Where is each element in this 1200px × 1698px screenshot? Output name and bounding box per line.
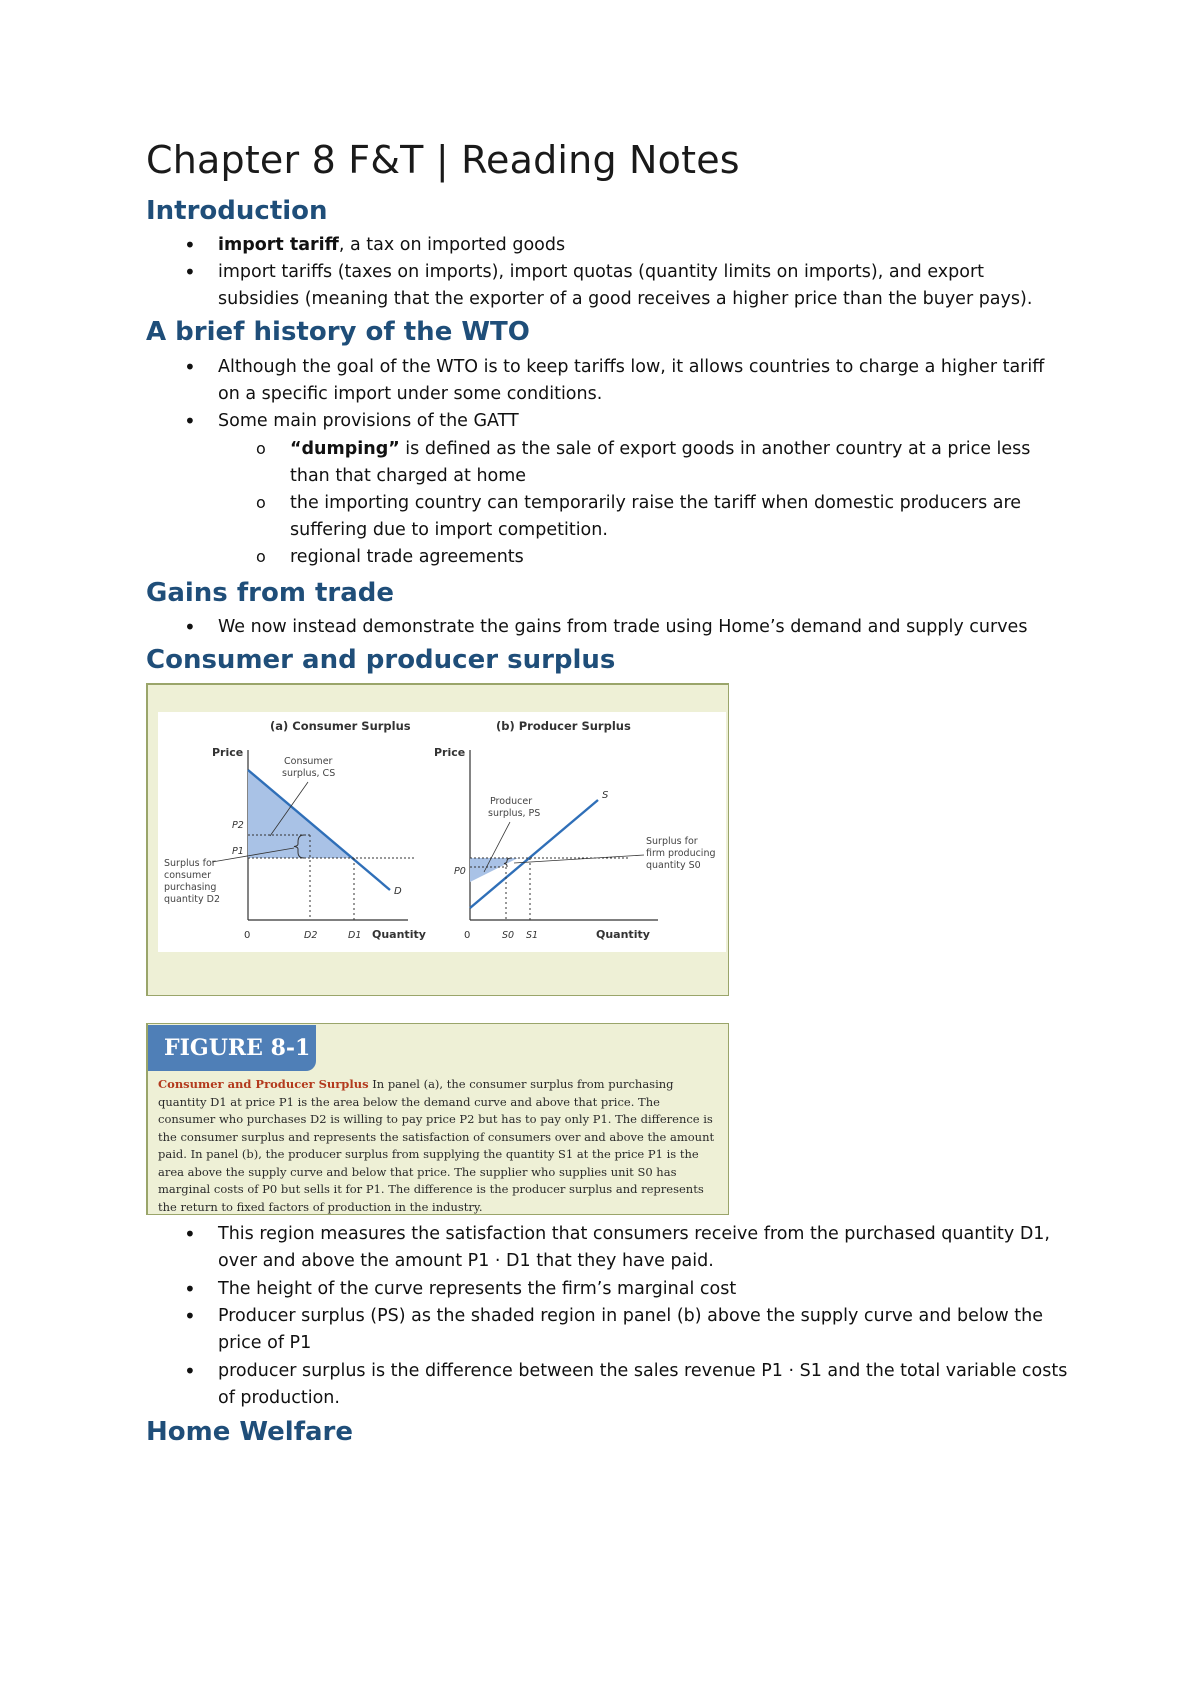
term-dumping: “dumping”	[290, 439, 400, 459]
demand-label: D	[394, 886, 402, 897]
panel-b-price-label: Price	[434, 746, 466, 759]
d2-label: D2	[304, 930, 318, 941]
cs-label-line2: surplus, CS	[282, 768, 336, 779]
ps-label-line2: surplus, PS	[488, 808, 541, 819]
list-item: • producer surplus is the difference between the sales revenue P1 · S1 and the total variable costs of production.	[218, 1358, 1068, 1412]
firm-note-pointer	[514, 855, 644, 863]
list-item: • The height of the curve represents the firm’s marginal cost	[218, 1276, 1068, 1303]
term-import-tariff: import tariff	[218, 235, 339, 255]
consumer-note-line2: consumer	[164, 870, 212, 881]
panel-a-price-label: Price	[212, 746, 244, 759]
panel-b-origin: 0	[464, 930, 471, 941]
p2-label: P2	[232, 820, 244, 831]
heading-home-welfare: Home Welfare	[146, 1417, 354, 1447]
panel-b-title: (b) Producer Surplus	[496, 719, 631, 733]
list-item: • We now instead demonstrate the gains from trade using Home’s demand and supply curves	[218, 614, 1068, 641]
surplus-diagram	[158, 712, 726, 952]
heading-introduction: Introduction	[146, 196, 328, 226]
panel-a-title: (a) Consumer Surplus	[270, 719, 411, 733]
s0-label: S0	[502, 930, 515, 941]
consumer-note-line4: quantity D2	[164, 894, 220, 905]
firm-note-line2: firm producing	[646, 848, 716, 859]
panel-b-quantity-label: Quantity	[596, 928, 650, 941]
heading-gains: Gains from trade	[146, 578, 395, 608]
caption-text: In panel (a), the consumer surplus from purchasing quantity D1 at price P1 is the area below the demand curve and above that price. The consumer who purchases D2 is willing to pay price P2 but has to pay only P1. The difference is the consumer surplus and represents the satisfaction of consumers over and above the amount paid. In panel (b), the producer surplus from supplying the quantity S1 at the price P1 is the area above the supply curve and below that price. The supplier who supplies unit S0 has marginal costs of P0 but sells it for P1. The difference is the producer surplus and represents the return to fixed factors of production in the industry.	[158, 1077, 715, 1214]
sub-list-item: o the importing country can temporarily raise the tariff when domestic producers are suffering due to import competition.	[290, 490, 1070, 544]
sub-list-item: o regional trade agreements	[290, 544, 1070, 571]
sub-list-item	[290, 436, 1070, 490]
firm-note-line1: Surplus for	[646, 836, 698, 847]
figure-caption	[158, 1076, 718, 1216]
heading-surplus: Consumer and producer surplus	[146, 645, 616, 675]
s1-label: S1	[526, 930, 539, 941]
list-item: • Producer surplus (PS) as the shaded region in panel (b) above the supply curve and below the price of P1	[218, 1303, 1068, 1357]
sub-list-item-text: is defined as the sale of export goods in another country at a price less than that charged at home	[290, 439, 1031, 486]
list-item: • This region measures the satisfaction that consumers receive from the purchased quantity D1, over and above the amount P1 · D1 that they have paid.	[218, 1221, 1068, 1275]
figure-tab: FIGURE 8-1	[148, 1025, 316, 1071]
p1-label: P1	[232, 846, 244, 857]
consumer-note-line3: purchasing	[164, 882, 217, 893]
panel-a-quantity-label: Quantity	[372, 928, 426, 941]
p0-label: P0	[454, 866, 466, 877]
panel-a-origin: 0	[244, 930, 251, 941]
list-item	[218, 232, 1068, 259]
page-title: Chapter 8 F&T | Reading Notes	[146, 138, 740, 182]
list-item: • Some main provisions of the GATT	[218, 408, 1068, 435]
producer-surplus-area	[470, 858, 518, 882]
consumer-note-line1: Surplus for	[164, 858, 216, 869]
ps-label-line1: Producer	[490, 796, 533, 807]
cs-label-line1: Consumer	[284, 756, 333, 767]
firm-note-line3: quantity S0	[646, 860, 701, 871]
heading-wto: A brief history of the WTO	[146, 317, 530, 347]
list-item: • Although the goal of the WTO is to keep tariffs low, it allows countries to charge a higher tariff on a specific import under some conditions.	[218, 354, 1068, 408]
caption-lead: Consumer and Producer Surplus	[158, 1077, 369, 1091]
d1-label: D1	[348, 930, 362, 941]
figure-graph-panel	[158, 712, 726, 952]
list-item: • import tariffs (taxes on imports), import quotas (quantity limits on imports), and export subsidies (meaning that the exporter of a good receives a higher price than the buyer pays).	[218, 259, 1068, 313]
supply-label: S	[602, 790, 609, 801]
list-item-text: , a tax on imported goods	[338, 235, 566, 255]
